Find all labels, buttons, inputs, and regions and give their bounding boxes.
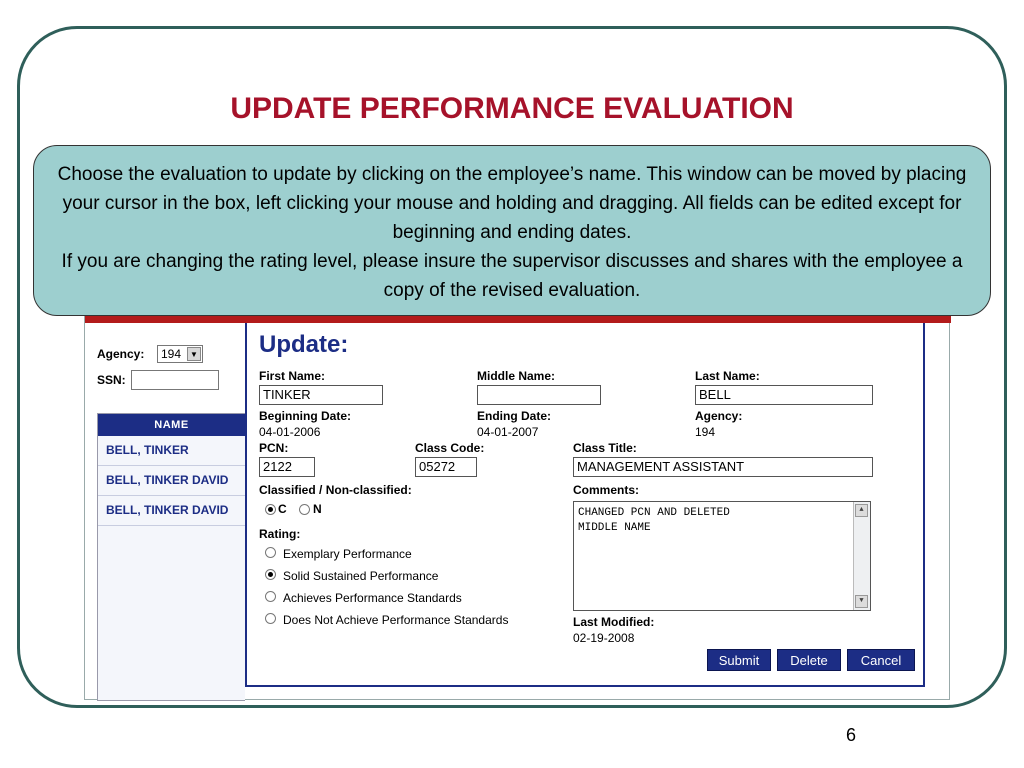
employee-name-list <box>97 413 245 701</box>
ending-date-label: Ending Date: <box>477 409 551 423</box>
beginning-date-value: 04-01-2006 <box>259 425 321 439</box>
class-code-label: Class Code: <box>415 441 485 455</box>
scroll-down-icon[interactable]: ▼ <box>855 595 868 608</box>
rating-radio-achieves[interactable] <box>265 591 276 602</box>
comments-scrollbar[interactable] <box>853 502 870 610</box>
middle-name-label: Middle Name: <box>477 369 556 383</box>
application-screenshot <box>84 298 950 700</box>
comments-text: CHANGED PCN AND DELETED MIDDLE NAME <box>578 507 730 534</box>
rating-label: Rating: <box>259 527 301 541</box>
classified-label: Classified / Non-classified: <box>259 483 412 497</box>
ending-date-value: 04-01-2007 <box>477 425 539 439</box>
slide-title: UPDATE PERFORMANCE EVALUATION <box>230 92 794 125</box>
class-title-label: Class Title: <box>573 441 637 455</box>
classified-n-radio[interactable] <box>299 504 310 515</box>
ssn-label: SSN: <box>97 373 126 387</box>
form-heading: Update: <box>259 331 349 358</box>
classified-c-radio[interactable] <box>265 504 276 515</box>
comments-textarea[interactable] <box>573 501 871 611</box>
rating-option-does-not-achieve: Does Not Achieve Performance Standards <box>283 613 509 627</box>
name-column-header: NAME <box>98 414 245 436</box>
scroll-up-icon[interactable]: ▲ <box>855 504 868 517</box>
last-name-label: Last Name: <box>695 369 760 383</box>
delete-button[interactable]: Delete <box>777 649 841 671</box>
rating-option-exemplary: Exemplary Performance <box>283 547 412 561</box>
last-modified-label: Last Modified: <box>573 615 655 629</box>
chevron-down-icon[interactable]: ▼ <box>187 347 201 361</box>
agency-field-value: 194 <box>695 425 716 439</box>
employee-name-link[interactable]: BELL, TINKER DAVID <box>98 466 245 496</box>
callout-text <box>48 160 976 305</box>
instruction-callout <box>33 145 991 316</box>
agency-field-label: Agency: <box>695 409 743 423</box>
rating-option-solid: Solid Sustained Performance <box>283 569 439 583</box>
cancel-button[interactable]: Cancel <box>847 649 915 671</box>
agency-select[interactable] <box>157 345 203 363</box>
last-modified-value: 02-19-2008 <box>573 631 635 645</box>
first-name-input[interactable]: TINKER <box>259 385 383 405</box>
first-name-label: First Name: <box>259 369 326 383</box>
page-number: 6 <box>846 725 857 745</box>
last-name-input[interactable]: BELL <box>695 385 873 405</box>
employee-name-link[interactable]: BELL, TINKER <box>98 436 245 466</box>
callout-paragraph-1: Choose the evaluation to update by clicking on the employee’s name. This window can be moved by placing your cursor in the box, left clicking your mouse and holding and dragging. All fields can be edited except for beginning and ending dates. <box>57 164 967 243</box>
classified-n-label: N <box>313 502 322 516</box>
agency-label: Agency: <box>97 347 145 361</box>
class-title-input[interactable]: MANAGEMENT ASSISTANT <box>573 457 873 477</box>
pcn-label: PCN: <box>259 441 289 455</box>
ssn-input[interactable] <box>131 370 219 390</box>
callout-paragraph-2: If you are changing the rating level, please insure the supervisor discusses and shares with the employee a copy of the revised evaluation. <box>61 251 963 301</box>
update-form <box>245 323 925 687</box>
rating-radio-solid[interactable] <box>265 569 276 580</box>
agency-select-value: 194 <box>161 347 182 361</box>
search-panel <box>85 323 245 699</box>
pcn-input[interactable]: 2122 <box>259 457 315 477</box>
submit-button[interactable]: Submit <box>707 649 771 671</box>
class-code-input[interactable]: 05272 <box>415 457 477 477</box>
classified-c-label: C <box>278 502 287 516</box>
comments-label: Comments: <box>573 483 640 497</box>
rating-radio-does-not-achieve[interactable] <box>265 613 276 624</box>
app-body <box>85 323 949 699</box>
employee-name-link[interactable]: BELL, TINKER DAVID <box>98 496 245 526</box>
beginning-date-label: Beginning Date: <box>259 409 351 423</box>
rating-radio-exemplary[interactable] <box>265 547 276 558</box>
middle-name-input[interactable] <box>477 385 601 405</box>
rating-option-achieves: Achieves Performance Standards <box>283 591 462 605</box>
